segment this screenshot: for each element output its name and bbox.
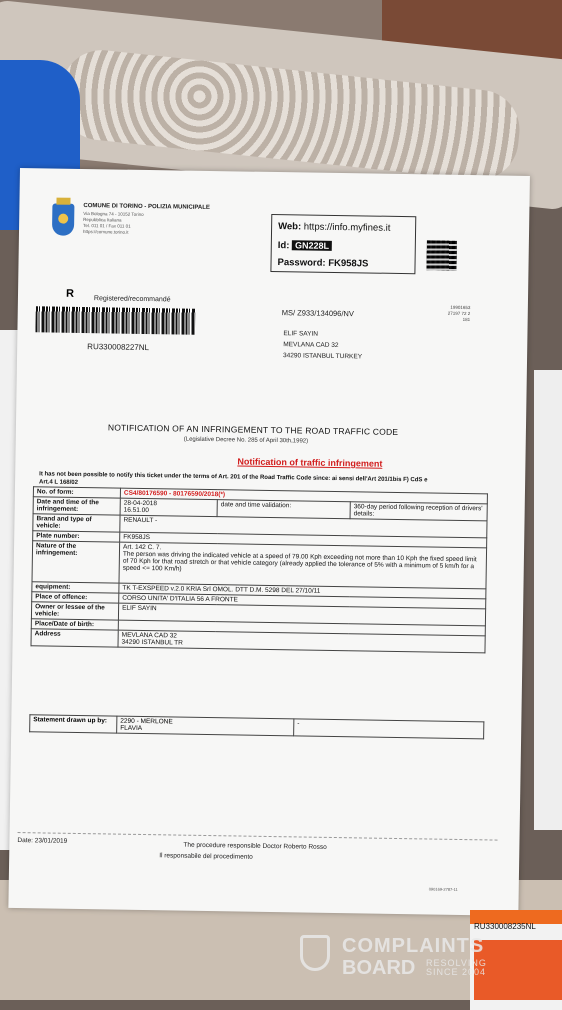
datetime-value [120,498,217,517]
statement-label: Statement drawn up by: [30,715,117,733]
online-access-box [270,214,416,274]
table-row [30,715,484,739]
owner-value: ELIF SAYIN [118,603,485,626]
datetime-label: Date and time of the infringement: [33,497,120,515]
equipment-label: equipment: [32,582,119,593]
brand-value: RENAULT - [120,515,487,538]
registered-letter-mark: R [65,287,75,300]
city-crest-icon [52,204,74,236]
web-label: Web: [278,221,302,233]
address-line-1: MEVLANA CAD 32 [121,631,178,640]
place-offence-value: CORSO UNITA' D'ITALIA 56 A FRONTE [119,593,486,609]
statement-value [117,716,294,736]
statement-dash: - [294,719,484,739]
notice-title: NOTIFICATION OF AN INFRINGEMENT TO THE ROAD TRAFFIC CODE [107,422,399,437]
watermark-line2: BOARD [342,957,416,979]
nature-value [119,542,487,589]
authority-address: Via Bologna 74 - 10152 Torino Repubblica Italiana Tel. 011 01 / Fax 011 01 https://comune.torino.it [82,211,144,235]
procedure-responsible-it: Il responsabile del procedimento [159,852,253,861]
crown-icon [56,198,70,205]
plate-label: Plate number: [33,531,120,542]
validation-label: date and time validation: [217,500,350,519]
statement-value-1: 2290 - MERLONE [120,717,173,726]
footer-divider [18,832,498,841]
plate-value: FK958JS [120,532,487,548]
password-label: Password: [277,257,326,269]
statement-value-2: FLAVIA [120,724,143,732]
recipient-address [283,328,363,362]
nature-article: Art. 142 C. 7. [123,543,162,552]
shield-icon [300,935,330,971]
receipt-slip-number: RU330008235NL [474,922,536,931]
receipt-slip-block [474,940,562,1000]
no-of-form-label: No. of form: [33,487,120,498]
watermark-tagline-2: SINCE 2004 [426,967,487,977]
watermark-tagline-1: RESOLVING [426,958,487,968]
address-label: Address [31,629,118,647]
date-value: 28-04-2018 [123,499,158,508]
side-paper-right [534,370,562,830]
notice-red-heading: Notification of traffic infringement [237,456,383,469]
address-line-2: 34290 ISTANBUL TR [121,638,183,647]
nature-label: Nature of the infringement: [32,541,120,583]
owner-label: Owner or lessee of the vehicle: [31,602,118,620]
infringement-table [30,486,487,653]
registered-text: Registered/recommandé [93,295,171,304]
ms-reference: MS/ Z933/134096/NV [281,308,354,319]
document-date: Date: 23/01/2019 [17,837,68,845]
barcode-number: RU330008227NL [87,342,150,353]
place-offence-label: Place of offence: [32,592,119,603]
password-value: FK958JS [328,257,369,270]
bull-icon [58,214,68,224]
web-value: https://info.myfines.it [303,221,391,234]
small-reference: 19901653 27197 72 2 181 [447,304,471,323]
brand-label: Brand and type of vehicle: [33,514,120,532]
watermark-line1: COMPLAINTS [342,935,485,957]
equipment-value: TK T-EXSPEED v.2.0 KRIA Srl OMOL. DTT D.M. 5298 DEL 27/10/11 [119,583,486,599]
birth-label: Place/Date of birth: [31,619,118,630]
recipient-street: MEVLANA CAD 32 [283,341,339,350]
recipient-name: ELIF SAYIN [283,330,319,338]
nature-text: The person was driving the indicated vehicle at a speed of 79.00 Kph exceeding not more than 10 Kph the fixed speed limit of 70 Kph for that road stretch or that vehicle category (already applied the tolerance of 5% with a minimum of 5 km/h for a speed <= 100 Km/h) [122,550,477,573]
qr-code-overlay [426,240,456,270]
authority-name: COMUNE DI TORINO - POLIZIA MUNICIPALE [83,203,211,211]
notice-subtitle: (Legislative Decree No. 285 of April 30th,1992) [183,436,309,445]
id-label: Id: [277,240,290,252]
watermark-tagline [426,959,487,977]
no-of-form-value: CS4/80176590 - 80176590/2018(*) [120,488,487,504]
barcode [35,306,195,335]
notice-intro-text: It has not been possible to notify this ticket under the terms of Art. 201 of the Road Traffic Code since: ai sensi dell'Art 201/1bis F) CdS e Art.4 L 168/02 [39,471,428,486]
recipient-city: 34290 ISTANBUL TURKEY [283,352,363,361]
time-value: 16.51.00 [123,506,150,515]
procedure-responsible-en: The procedure responsible Doctor Roberto Rosso [183,841,327,851]
statement-table [29,714,484,739]
id-value: GN228L [292,240,332,251]
reception-label: 360-day period following reception of drivers' details: [350,502,487,521]
fine-notice-document [8,168,530,916]
footer-code: 090169-2787-11 [428,886,458,892]
table-row [32,541,487,589]
